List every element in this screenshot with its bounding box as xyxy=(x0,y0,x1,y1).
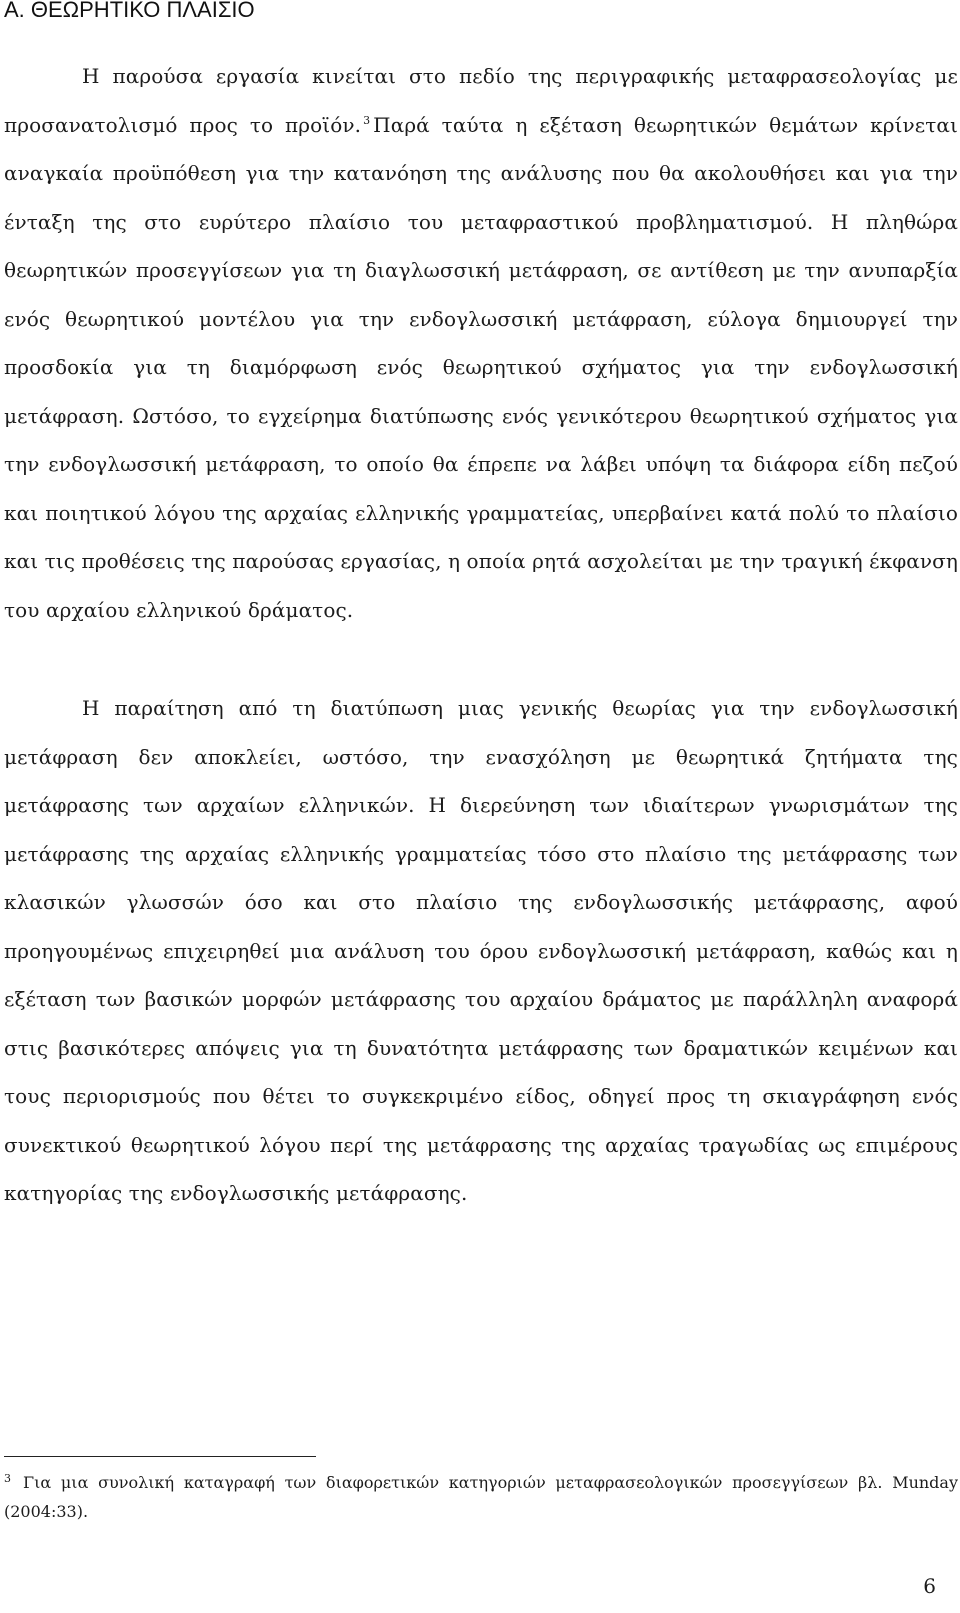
paragraph-1-text-after-ref: Παρά ταύτα η εξέταση θεωρητικών θεμάτων κρίνεται αναγκαία προϋπόθεση για την κατανόηση της ανάλυσης που θα ακολουθήσει και για την ένταξη της στο ευρύτερο πλαίσιο του μεταφραστικού προβληματισμού. Η πληθώρα θεωρητικών προσεγγίσεων για τη διαγλωσσική μετάφραση, σε αντίθεση με την ανυπαρξία ενός θεωρητικού μοντέλου για την ενδογλωσσική μετάφραση, εύλογα δημιουργεί την προσδοκία για τη διαμόρφωση ενός θεωρητικού σχήματος για την ενδογλωσσική μετάφραση. Ωστόσο, το εγχείρημα διατύπωσης ενός γενικότερου θεωρητικού σχήματος για την ενδογλωσσική μετάφραση, το οποίο θα έπρεπε να λάβει υπόψη τα διάφορα είδη πεζού και ποιητικού λόγου της αρχαίας ελληνικής γραμματείας, υπερβαίνει κατά πολύ το πλαίσιο και τις προθέσεις της παρούσας εργασίας, η οποία ρητά ασχολείται με την τραγική έκφανση του αρχαίου ελληνικού δράματος. xyxy=(4,112,958,622)
body-paragraph-1 xyxy=(4,52,958,634)
footnote-number: 3 xyxy=(4,1471,11,1485)
footnote-reference[interactable]: 3 xyxy=(363,113,371,127)
footnote-separator xyxy=(4,1456,316,1457)
page-number: 6 xyxy=(923,1574,936,1598)
body-paragraph-2: Η παραίτηση από τη διατύπωση μιας γενικής θεωρίας για την ενδογλωσσική μετάφραση δεν αποκλείει, ωστόσο, την ενασχόληση με θεωρητικά ζητήματα της μετάφρασης των αρχαίων ελληνικών. Η διερεύνηση των ιδιαίτερων γνωρισμάτων της μετάφρασης της αρχαίας ελληνικής γραμματείας τόσο στο πλαίσιο της μετάφρασης των κλασικών γλωσσών όσο και στο πλαίσιο της ενδογλωσσικής μετάφρασης, αφού προηγουμένως επιχειρηθεί μια ανάλυση του όρου ενδογλωσσική μετάφραση, καθώς και η εξέταση των βασικών μορφών μετάφρασης του αρχαίου δράματος με παράλληλη αναφορά στις βασικότερες απόψεις για τη δυνατότητα μετάφρασης των δραματικών κειμένων και τους περιορισμούς που θέτει το συγκεκριμένο είδος, οδηγεί προς τη σκιαγράφηση ενός συνεκτικού θεωρητικού λόγου περί της μετάφρασης της αρχαίας τραγωδίας ως επιμέρους κατηγορίας της ενδογλωσσικής μετάφρασης. xyxy=(4,696,958,1205)
footnote xyxy=(4,1468,958,1526)
section-heading: Α. ΘΕΩΡΗΤΙΚΟ ΠΛΑΙΣΙΟ xyxy=(4,0,255,22)
paragraph-1-text-before-ref: Η παρούσα εργασία κινείται στο πεδίο της περιγραφικής μεταφρασεολογίας με προσανατολισμό προς το προϊόν. xyxy=(4,64,958,137)
footnote-text: Για μια συνολική καταγραφή των διαφορετικών κατηγοριών μεταφρασεολογικών προσεγγίσεων βλ. Munday (2004:33). xyxy=(4,1473,958,1521)
